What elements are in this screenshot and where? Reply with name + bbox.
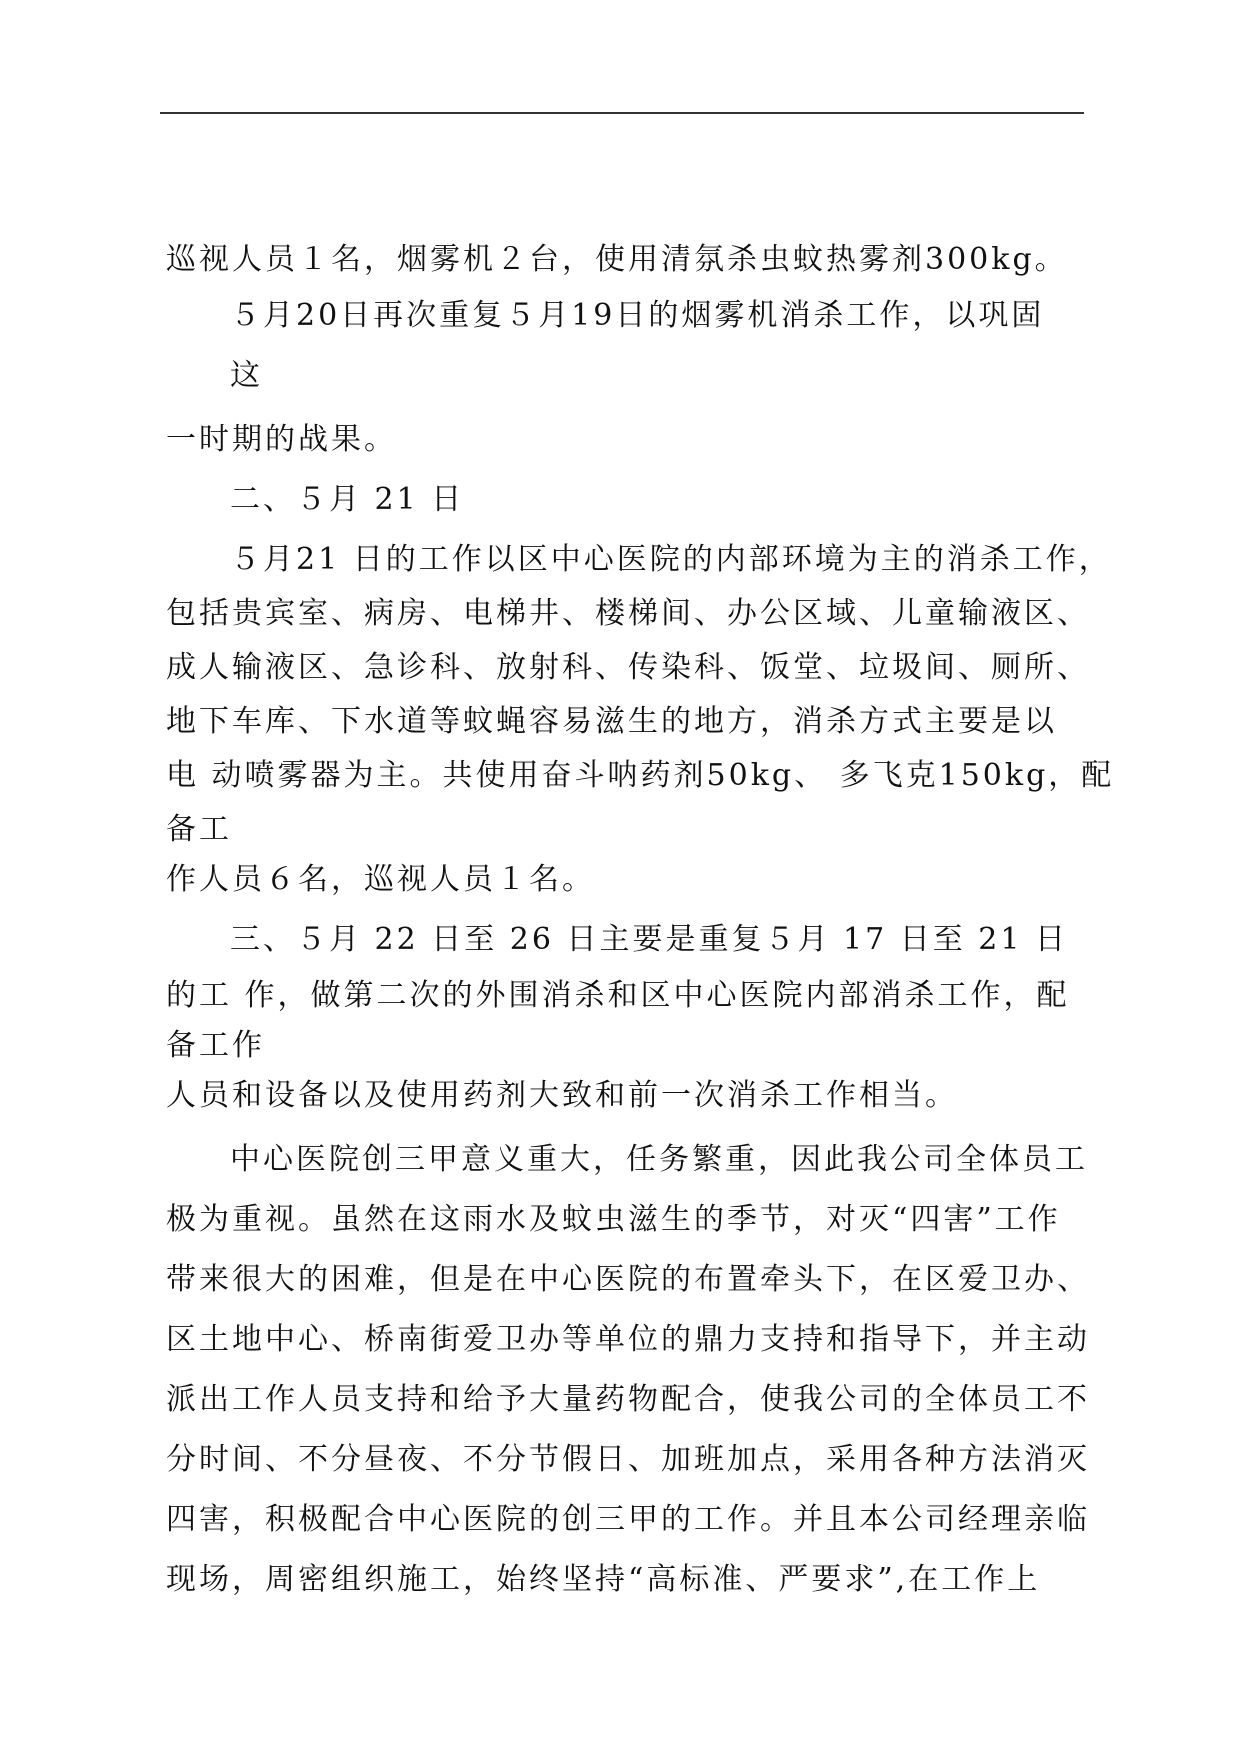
text-line: 成人输液区、急诊科、放射科、传染科、饭堂、垃圾间、厕所、 xyxy=(166,650,1090,685)
text-line: 的工 作，做第二次的外围消杀和区中心医院内部消杀工作，配 xyxy=(166,978,1070,1013)
text-line: 备工 xyxy=(166,812,232,847)
text-line: 包括贵宾室、病房、电梯井、楼梯间、办公区域、儿童输液区、 xyxy=(166,596,1090,631)
header-rule xyxy=(160,112,1084,114)
text-line: 地下车库、下水道等蚊蝇容易滋生的地方，消杀方式主要是以 xyxy=(166,704,1057,739)
text-line: 一时期的战果。 xyxy=(166,422,397,457)
text-line: ５月20日再次重复５月19日的烟雾机消杀工作，以巩固 xyxy=(230,298,1045,333)
text-line: 人员和设备以及使用药剂大致和前一次消杀工作相当。 xyxy=(166,1078,958,1113)
text-line: 这 xyxy=(230,358,263,393)
text-line: 四害，积极配合中心医院的创三甲的工作。并且本公司经理亲临 xyxy=(166,1502,1090,1537)
text-line: 带来很大的困难，但是在中心医院的布置牵头下，在区爱卫办、 xyxy=(166,1262,1090,1297)
text-line: 巡视人员１名，烟雾机２台，使用清氛杀虫蚊热雾剂300kg。 xyxy=(166,242,1068,277)
text-line: 分时间、不分昼夜、不分节假日、加班加点，采用各种方法消灭 xyxy=(166,1442,1090,1477)
text-line: 备工作 xyxy=(166,1028,265,1063)
text-line: 现场，周密组织施工，始终坚持“高标准、严要求”,在工作上 xyxy=(166,1562,1041,1597)
text-line: 作人员６名，巡视人员１名。 xyxy=(166,862,595,897)
text-line: 极为重视。虽然在这雨水及蚊虫滋生的季节，对灭“四害”工作 xyxy=(166,1202,1061,1237)
text-line: 区土地中心、桥南街爱卫办等单位的鼎力支持和指导下，并主动 xyxy=(166,1322,1090,1357)
text-line: ５月21 日的工作以区中心医院的内部环境为主的消杀工作， xyxy=(230,542,1112,577)
text-line: 三、５月 22 日至 26 日主要是重复５月 17 日至 21 日 xyxy=(230,922,1068,957)
text-line: 派出工作人员支持和给予大量药物配合，使我公司的全体员工不 xyxy=(166,1382,1090,1417)
section-heading: 二、５月 21 日 xyxy=(230,482,465,517)
text-line: 电 动喷雾器为主。共使用奋斗呐药剂50kg、 多飞克150kg，配 xyxy=(166,758,1115,793)
text-line: 中心医院创三甲意义重大，任务繁重，因此我公司全体员工 xyxy=(230,1142,1088,1177)
